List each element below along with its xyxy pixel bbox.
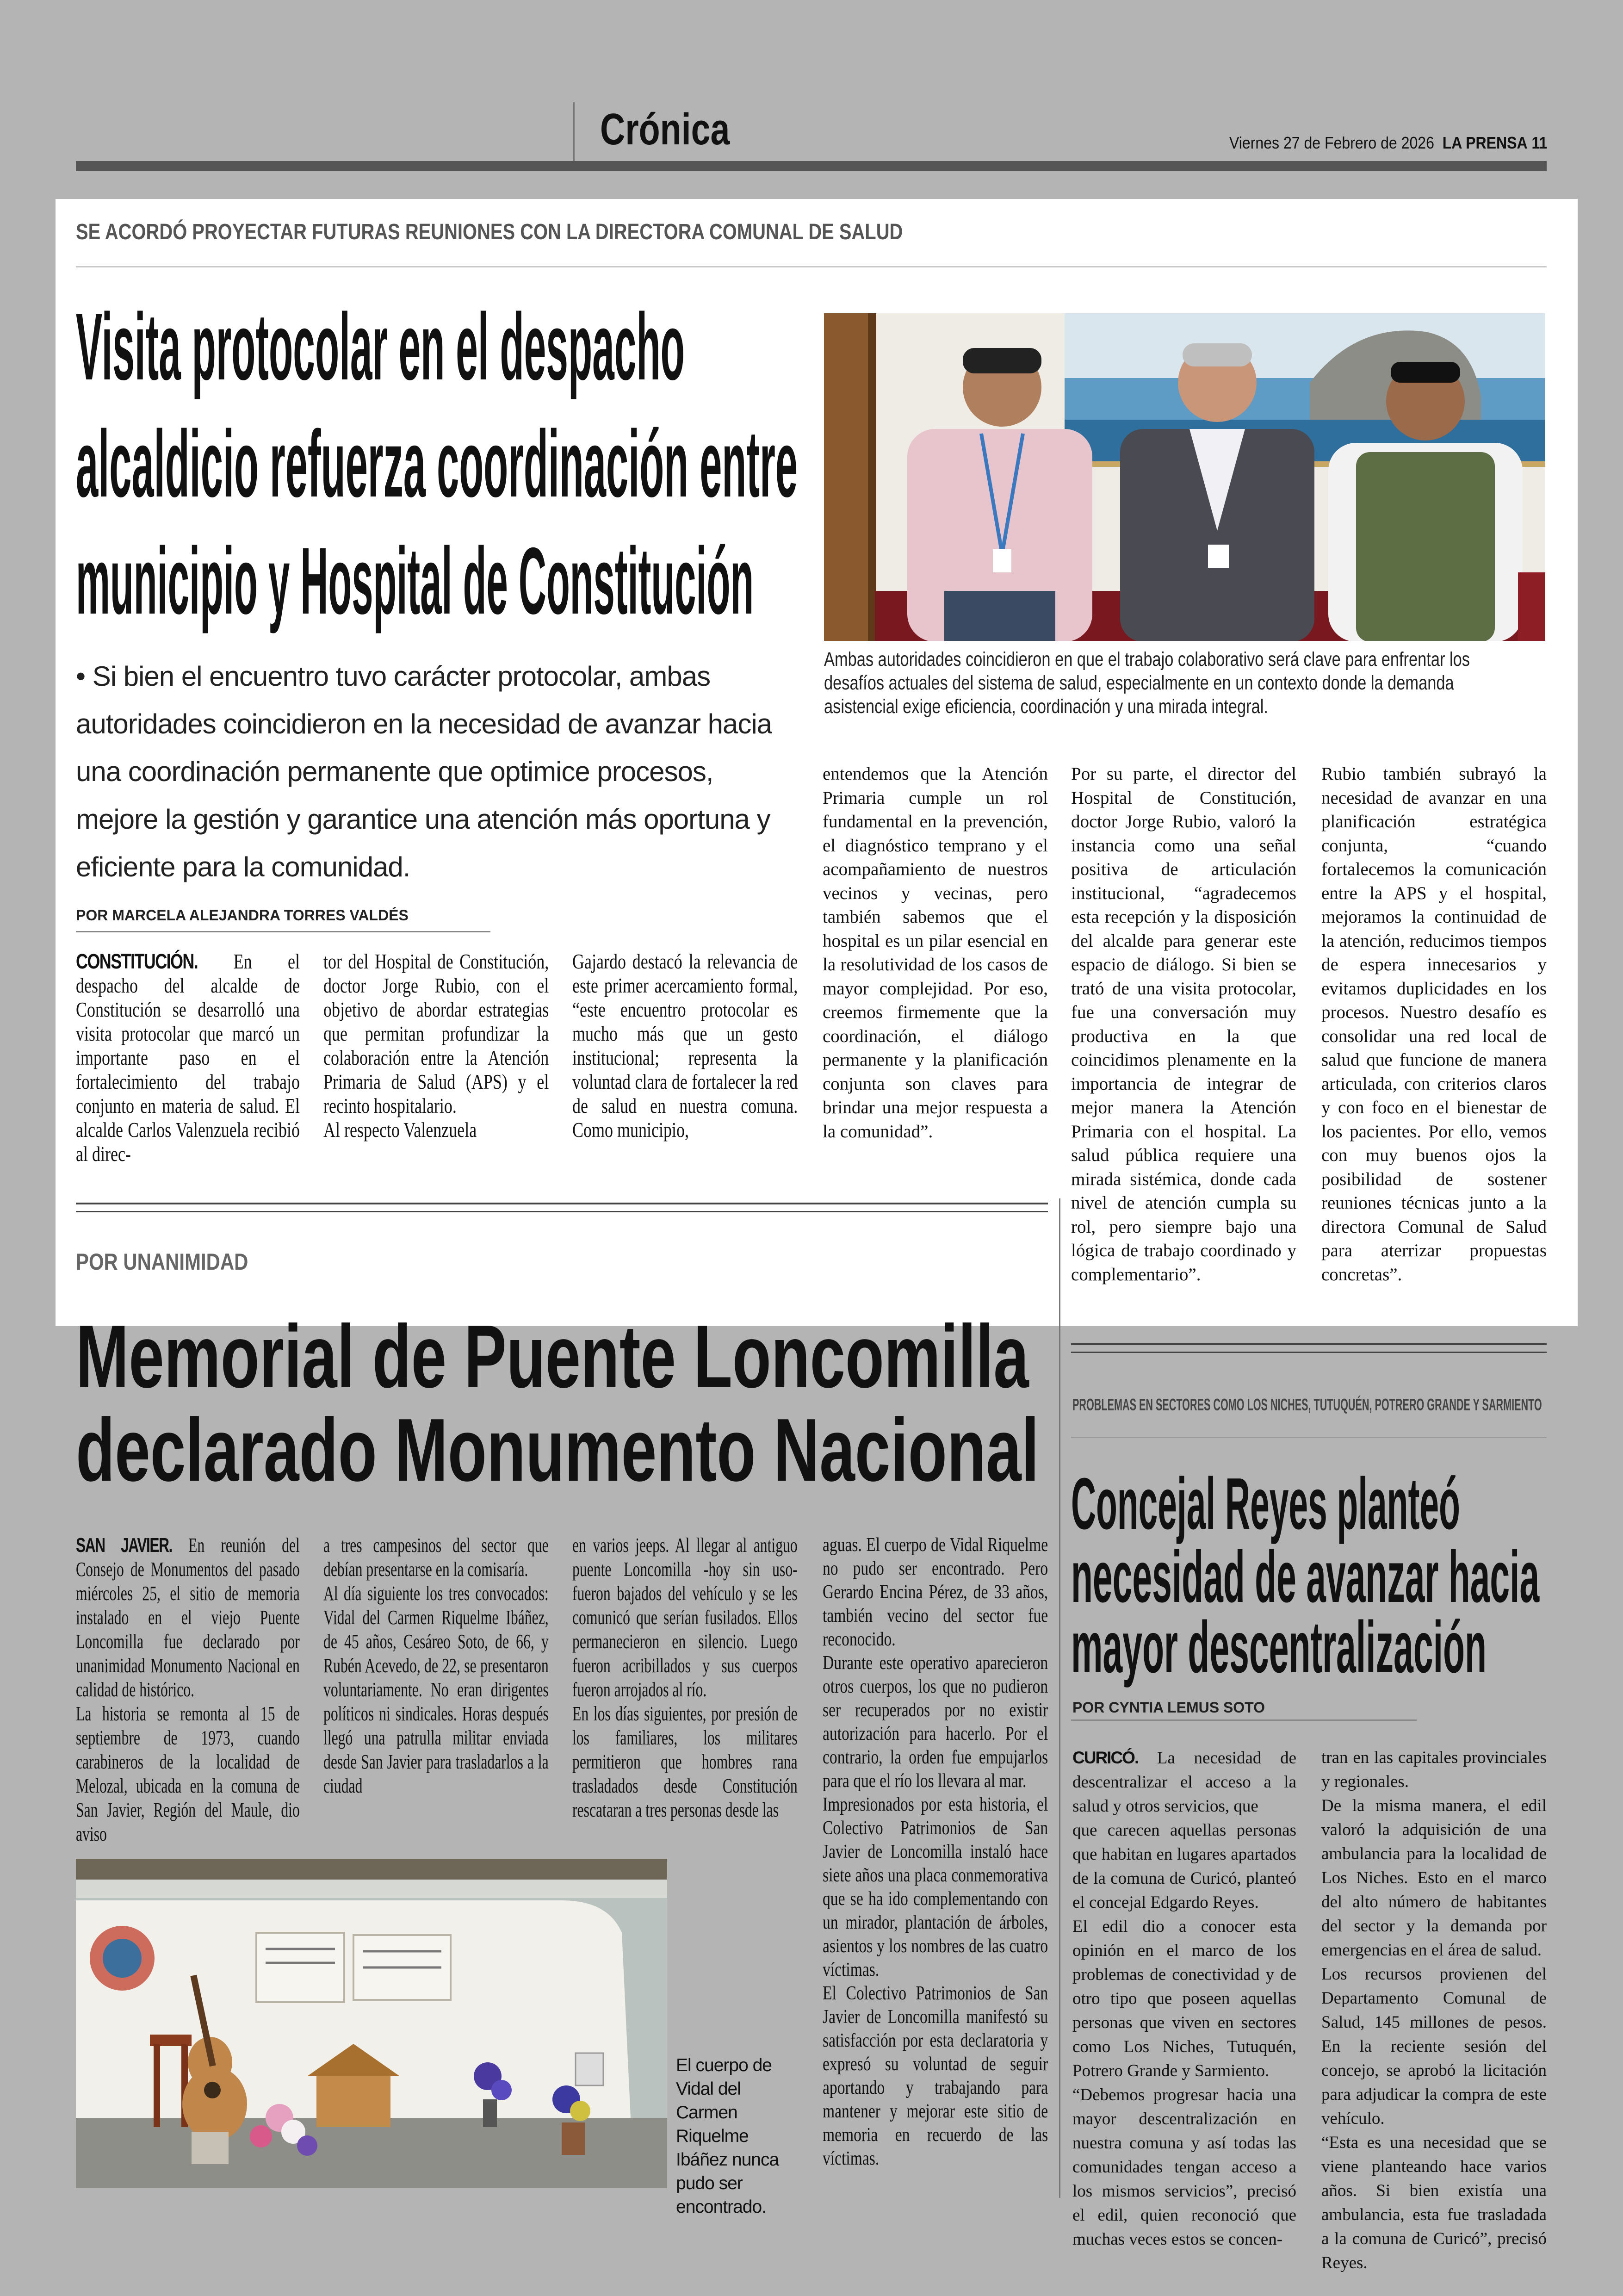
concejal-headline-line-3 [1071, 1607, 1487, 1688]
kicker-rule [76, 266, 1547, 267]
caption-text: Ambas autoridades coincidieron en que el trabajo colaborativo será clave para enfrentar los desafíos actuales del sistema de salud, especialmente en un contexto donde la demanda asistencial exige eficiencia, coordinación y una mirada integral. [824, 648, 1470, 718]
memorial-headline-line-1 [76, 1306, 1029, 1406]
paragraph: tran en las capitales provinciales y regionales. [1321, 1748, 1547, 1791]
concejal-column-2 [1321, 1746, 1547, 2275]
column-scaler [823, 1533, 1048, 2171]
concejal-headline-line-2 [1071, 1536, 1540, 1618]
headline-text: mayor descentralización [1071, 1607, 1487, 1688]
paragraph: “Esta es una necesidad que se viene planteando hace varios años. Si bien existía una ambulancia, esta fue trasladada a la comuna de Curicó”, precisó Reyes. [1321, 2133, 1547, 2272]
caption-text: El cuerpo de Vidal del Carmen Riquelme Ibáñez nunca pudo ser encontrado. [676, 2055, 779, 2217]
section-divider-bottom [76, 1211, 1048, 1212]
column-scaler [572, 949, 798, 1142]
main-lead [76, 652, 798, 891]
headline-text: necesidad de avanzar hacia [1071, 1536, 1540, 1618]
paragraph: “Debemos progresar hacia una mayor descentralización en nuestra comuna y así todas las comunidades tengan acceso a los mismos servicios”, precisó el edil, quien reconoció que muchas veces estos se concen- [1072, 2085, 1296, 2249]
right-divider-top [1071, 1343, 1547, 1345]
concejal-kicker: PROBLEMAS EN SECTORES COMO LOS NICHES, TUTUQUÉN, POTRERO GRANDE Y SARMIENTO [1072, 1395, 1542, 1414]
paragraph: Gajardo destacó la relevancia de este primer acercamiento formal, “este encuentro protocolar es mucho más que un gesto institucional; representa la voluntad clara de fortalecer la red de salud en nuestra comuna. Como municipio, [572, 950, 798, 1142]
headline-text: declarado Monumento Nacional [76, 1400, 1039, 1500]
paragraph: Los recursos provienen del Departamento Comunal de Salud, 145 millones de pesos. En la reciente sesión del concejo, se aprobó la licitación para adjudicar la compra de este vehículo. [1321, 1965, 1547, 2128]
memorial-column-4 [823, 1533, 1048, 2171]
main-column-5 [1071, 762, 1296, 1286]
page-number: 11 [1531, 133, 1548, 152]
caption-scaler [824, 648, 1523, 719]
issue-date: Viernes 27 de Febrero de 2026 [1229, 133, 1434, 152]
main-photo [824, 313, 1545, 641]
header-divider [573, 102, 575, 161]
lead-text: Si bien el encuentro tuvo carácter protocolar, ambas autoridades coincidieron en la necesidad de avanzar hacia una coordinación permanente que optimice procesos, mejore la gestión y garantice una atención más oportuna y eficiente para la comunidad. [76, 661, 772, 882]
memorial-column-2 [323, 1533, 549, 1798]
headline-text: Visita protocolar en el despacho [76, 294, 685, 400]
paragraph: En los días siguientes, por presión de los familiares, los militares permitieron que hombres rana trasladados desde Constitución rescataran a tres personas desde las [572, 1702, 798, 1821]
memorial-photo [76, 1859, 667, 2188]
paragraph [76, 949, 300, 1166]
column-divider-vertical [1059, 1198, 1060, 2198]
memorial-kicker-box [76, 1250, 248, 1273]
headline-text: municipio y Hospital de Constitución [76, 528, 754, 634]
byline-rule [76, 931, 490, 932]
memorial-column-1 [76, 1533, 300, 1846]
dateline: SAN JAVIER. [76, 1534, 172, 1557]
paragraph-text: En el despacho del alcalde de Constitución se desarrolló una visita protocolar que marcó un importante paso en el fortalecimiento del trabajo conjunto en materia de salud. El alcalde Carlos Valenzuela recibió al direc- [76, 950, 300, 1166]
bullet-icon: • [76, 661, 86, 692]
memorial-kicker: POR UNANIMIDAD [76, 1249, 248, 1275]
paragraph: El Colectivo Patrimonios de San Javier de Loncomilla manifestó su satisfacción por esta declaratoria y expresó su voluntad de seguir aportando y trabajando para mantener y mejorar este sitio de memoria en recuerdo de las víctimas. [823, 1983, 1048, 2169]
paragraph [1072, 1746, 1296, 1818]
paragraph: La historia se remonta al 15 de septiembre de 1973, cuando carabineros de la localidad de Melozal, ubicada en la comuna de San Javier, Región del Maule, dio aviso [76, 1702, 300, 1845]
concejal-kicker-box [1072, 1396, 1542, 1413]
paragraph: De la misma manera, el edil valoró la adquisición de una ambulancia para la localidad de Los Niches. Esto en el marco del alto número de habitantes del sector y la demanda por emergencias en el área de salud. [1321, 1796, 1547, 1960]
paragraph: aguas. El cuerpo de Vidal Riquelme no pudo ser encontrado. Pero Gerardo Encina Pérez, de 33 años, también vecino del sector fue reconocido. [823, 1534, 1048, 1650]
publication-name: LA PRENSA [1442, 133, 1528, 152]
dateline: CONSTITUCIÓN. [76, 949, 198, 973]
concejal-headline-line-1 [1071, 1463, 1460, 1545]
main-column-2 [323, 949, 549, 1142]
column-scaler [323, 1533, 549, 1798]
paragraph: entendemos que la Atención Primaria cumple un rol fundamental en la prevención, el diagnóstico temprano y el acompañamiento de nuestros vecinos y vecinas, pero también sabemos que el hospital es un pilar esencial en la resolutividad de los casos de mayor complejidad. Por eso, creemos firmemente que la coordinación, el diálogo permanente y la planificación conjunta son claves para brindar una mejor respuesta a la comunidad”. [823, 764, 1048, 1142]
main-column-4 [823, 762, 1048, 1143]
folio [1229, 133, 1547, 153]
dateline: CURICÓ. [1072, 1748, 1139, 1767]
paragraph: en varios jeeps. Al llegar al antiguo puente Loncomilla -hoy sin uso- fueron bajados del vehículo y se les comunicó que serían fusilados. Ellos permanecieron en silencio. Luego fueron acribillados y sus cuerpos fueron arrojados al río. [572, 1534, 798, 1701]
column-scaler [76, 1533, 300, 1846]
main-kicker: SE ACORDÓ PROYECTAR FUTURAS REUNIONES CON LA DIRECTORA COMUNAL DE SALUD [76, 220, 903, 244]
paragraph: Al día siguiente los tres convocados: Vidal del Carmen Riquelme Ibáñez, de 45 años, Cesáreo Soto, de 66, y Rubén Acevedo, de 22, se presentaron voluntariamente. No eran dirigentes políticos ni sindicales. Horas después llegó una patrulla militar enviada desde San Javier para trasladarlos a la ciudad [323, 1582, 549, 1797]
paragraph [76, 1533, 300, 1702]
headline-text: Memorial de Puente Loncomilla [76, 1306, 1029, 1406]
main-kicker-box [76, 221, 903, 243]
paragraph: Por su parte, el director del Hospital de Constitución, doctor Jorge Rubio, valoró la instancia como una señal positiva de articulación institucional, “agradecemos esta recepción y la disposición del alcalde para generar este espacio de diálogo. Si bien se trató de una visita protocolar, fue una conversación muy productiva en la que coincidimos plenamente en la importancia de integrar de mejor manera la Atención Primaria con el hospital. La salud pública requiere una mirada sistémica, donde cada nivel de atención cumpla su rol, pero siempre bajo una lógica de trabajo coordinado y complementario”. [1071, 764, 1296, 1285]
paragraph: Rubio también subrayó la necesidad de avanzar en una planificación estratégica conjunta, “cuando fortalecemos la comunicación entre la APS y el hospital, mejoramos la continuidad de la atención, reducimos tiempos de espera innecesarios y evitamos duplicidades en los procesos. Nuestro desafío es consolidar una red local de salud que funcione de manera articulada, con criterios claros y con foco en el bienestar de los pacientes. Por ello, vemos con muy buenos ojos la posibilidad de sostener reuniones técnicas junto a la directora Comunal de Salud para aterrizar propuestas concretas”. [1321, 764, 1547, 1285]
paragraph-text: La necesidad de descentralizar el acceso a la salud y otros servicios, que [1072, 1749, 1296, 1816]
main-byline: POR MARCELA ALEJANDRA TORRES VALDÉS [76, 907, 409, 924]
section-title: Crónica [600, 105, 730, 154]
memorial-site-photo [76, 1859, 667, 2188]
paragraph: tor del Hospital de Constitución, doctor Jorge Rubio, con el objetivo de abordar estrategias que permitan profundizar la colaboración entre la Atención Primaria de Salud (APS) y el recinto hospitalario. [323, 950, 549, 1117]
concejal-column-1 [1072, 1746, 1296, 2252]
folio-inner [1229, 133, 1547, 153]
main-column-1 [76, 949, 300, 1166]
column-scaler [572, 1533, 798, 1822]
concejal-byline: POR CYNTIA LEMUS SOTO [1072, 1699, 1265, 1716]
memorial-photo-caption [676, 2054, 792, 2219]
right-divider-bottom [1071, 1352, 1547, 1353]
headline-text: Concejal Reyes planteó [1071, 1463, 1460, 1545]
officials-photo [824, 313, 1545, 641]
memorial-headline-line-2 [76, 1400, 1039, 1500]
main-headline-line-2 [76, 411, 798, 517]
column-scaler [323, 949, 549, 1142]
main-column-6 [1321, 762, 1547, 1286]
paragraph: que carecen aquellas personas que habitan en lugares apartados de la comuna de Curicó, planteó el concejal Edgardo Reyes. [1072, 1821, 1296, 1912]
header-bar [76, 161, 1547, 171]
column-scaler [76, 949, 300, 1166]
concejal-kicker-rule [1071, 1437, 1547, 1438]
main-headline-line-1 [76, 294, 685, 400]
section-divider-top [76, 1203, 1048, 1204]
paragraph: a tres campesinos del sector que debían presentarse en la comisaría. [323, 1534, 549, 1581]
headline-text: alcaldicio refuerza coordinación entre [76, 411, 798, 517]
paragraph: El edil dio a conocer esta opinión en el marco de los problemas de conectividad y de otro tipo que poseen aquellas personas que viven en sectores como Los Niches, Tutuquén, Potrero Grande y Sarmiento. [1072, 1917, 1296, 2080]
paragraph: Durante este operativo aparecieron otros cuerpos, los que no pudieron ser recuperados por no existir autorización para hacerlo. Por el contrario, la orden fue empujarlos para que el río los llevara al mar. [823, 1652, 1048, 1792]
main-column-3 [572, 949, 798, 1142]
paragraph: Impresionados por esta historia, el Colectivo Patrimonios de San Javier de Loncomilla instaló hace siete años una placa conmemorativa que se ha ido complementando con un mirador, plantación de árboles, asientos y los nombres de las cuatro víctimas. [823, 1794, 1048, 1980]
section-title-box [600, 107, 730, 152]
memorial-column-3 [572, 1533, 798, 1822]
concejal-byline-rule [1071, 1719, 1417, 1721]
main-photo-caption [824, 648, 1522, 719]
paragraph-text: En reunión del Consejo de Monumentos del pasado miércoles 25, el sitio de memoria instalado en el viejo Puente Loncomilla fue declarado por unanimidad Monumento Nacional en calidad de histórico. [76, 1534, 300, 1701]
paragraph: Al respecto Valenzuela [323, 1118, 477, 1142]
main-headline-line-3 [76, 528, 754, 634]
